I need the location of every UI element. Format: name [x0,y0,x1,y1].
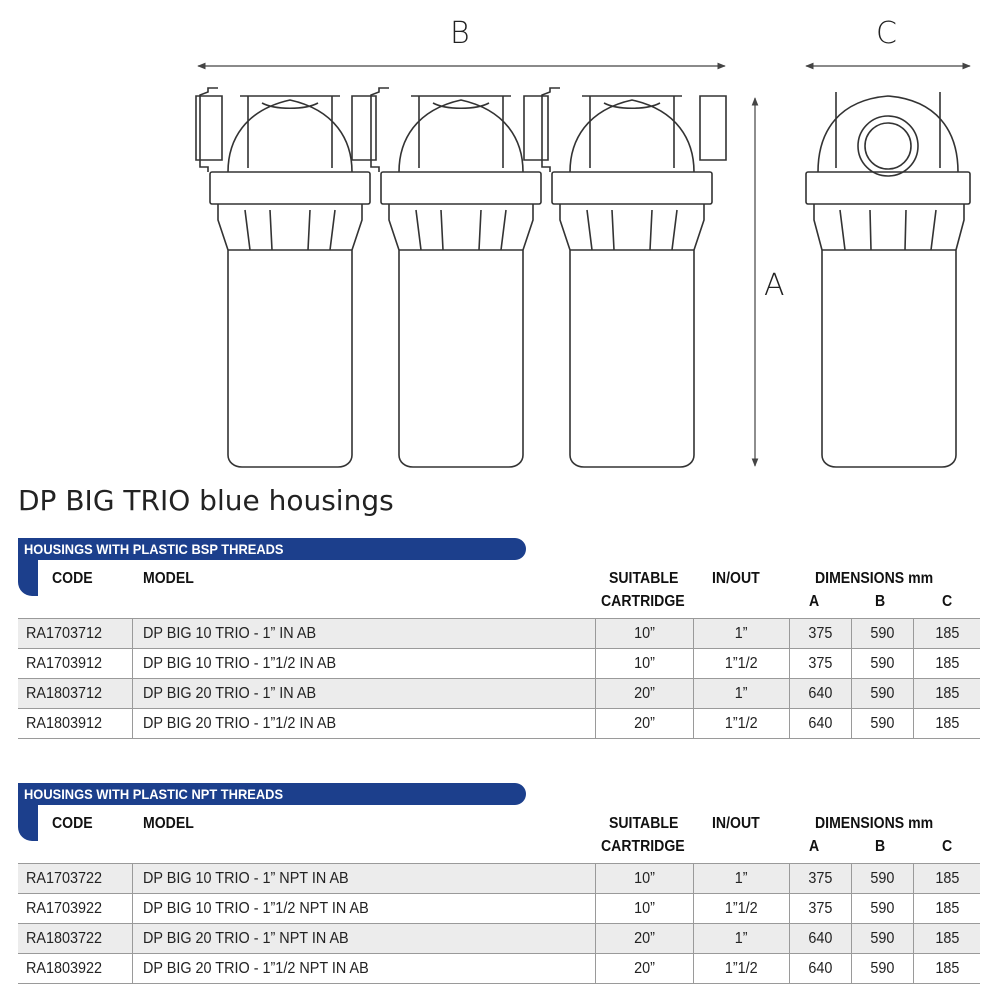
header-dim-c: C [942,593,953,610]
cell-text-inout: 1” [735,870,748,887]
cell-text-b: 590 [870,655,895,672]
cell-cartridge [596,709,694,738]
cell-text-code: RA1703912 [26,655,103,672]
banner-tab [18,560,38,596]
cell-text-inout: 1”1/2 [725,655,758,672]
cell-text-code: RA1803722 [26,930,103,947]
cell-text-c: 185 [934,870,960,887]
cell-text-code: RA1803712 [26,685,103,702]
cell-c [914,619,980,648]
dimension-label-a: A [764,268,785,303]
header-inout: IN/OUT [712,570,760,587]
cell-text-cartridge: 20” [634,685,655,702]
dimension-label-b: B [450,16,470,51]
cell-text-cartridge: 20” [634,930,655,947]
cell-text-cartridge: 10” [634,870,655,887]
cell-cartridge [596,619,694,648]
cell-code [18,619,133,648]
cell-text-a: 375 [808,655,833,672]
cell-code [18,894,133,923]
cell-c [914,954,980,983]
cell-model [133,679,596,708]
cell-code [18,954,133,983]
cell-a [790,924,852,953]
cell-text-c: 185 [934,625,960,642]
banner-tab [18,805,38,841]
table-body [18,618,980,739]
cell-cartridge [596,679,694,708]
cell-text-model: DP BIG 20 TRIO - 1”1/2 IN AB [143,715,337,732]
cell-text-model: DP BIG 20 TRIO - 1” IN AB [143,685,317,702]
cell-cartridge [596,864,694,893]
table-body [18,863,980,984]
cell-model [133,709,596,738]
table-row [18,679,980,709]
header-inout: IN/OUT [712,815,760,832]
dimension-label-c: C [876,16,897,51]
cell-text-a: 640 [808,715,833,732]
table-row [18,618,980,649]
cell-code [18,679,133,708]
cell-text-model: DP BIG 10 TRIO - 1” NPT IN AB [143,870,349,887]
header-dim-c: C [942,838,953,855]
cell-text-model: DP BIG 10 TRIO - 1”1/2 NPT IN AB [143,900,369,917]
cell-text-c: 185 [934,655,960,672]
table-row [18,709,980,739]
table-row [18,863,980,894]
header-dim-a: A [809,593,820,610]
cell-model [133,924,596,953]
cell-inout [694,894,790,923]
cell-text-cartridge: 20” [634,960,655,977]
cell-model [133,864,596,893]
cell-model [133,619,596,648]
cell-c [914,649,980,678]
cell-text-cartridge: 10” [634,900,655,917]
cell-b [852,894,914,923]
cell-c [914,924,980,953]
cell-inout [694,679,790,708]
header-dim-a: A [809,838,820,855]
cell-b [852,619,914,648]
cell-text-b: 590 [870,685,895,702]
header-dimensions: DIMENSIONS mm [815,570,934,587]
cell-c [914,709,980,738]
cell-text-inout: 1” [735,685,748,702]
cell-text-model: DP BIG 20 TRIO - 1”1/2 NPT IN AB [143,960,369,977]
cell-cartridge [596,954,694,983]
header-suitable: SUITABLE [609,570,679,587]
cell-text-c: 185 [934,685,960,702]
table-row [18,924,980,954]
cell-text-a: 640 [808,685,833,702]
cell-cartridge [596,649,694,678]
cell-code [18,709,133,738]
cell-code [18,924,133,953]
cell-cartridge [596,924,694,953]
cell-a [790,894,852,923]
cell-text-code: RA1703722 [26,870,103,887]
cell-c [914,679,980,708]
cell-a [790,954,852,983]
header-model: MODEL [143,570,194,587]
table-row [18,894,980,924]
cell-text-cartridge: 10” [634,655,655,672]
cell-b [852,864,914,893]
cell-text-model: DP BIG 10 TRIO - 1” IN AB [143,625,317,642]
cell-inout [694,864,790,893]
cell-text-a: 375 [808,870,833,887]
cell-text-c: 185 [934,900,960,917]
cell-inout [694,924,790,953]
cell-text-code: RA1703922 [26,900,103,917]
cell-text-b: 590 [870,900,895,917]
cell-text-b: 590 [870,960,895,977]
cell-b [852,649,914,678]
cell-text-b: 590 [870,930,895,947]
cell-model [133,894,596,923]
cell-code [18,864,133,893]
cell-text-a: 640 [808,930,833,947]
page-title: DP BIG TRIO blue housings [18,484,394,517]
section-title: HOUSINGS WITH PLASTIC NPT THREADS [24,786,284,802]
cell-inout [694,619,790,648]
header-code: CODE [52,570,93,587]
cell-a [790,619,852,648]
cell-cartridge [596,894,694,923]
section-title: HOUSINGS WITH PLASTIC BSP THREADS [24,541,284,557]
cell-b [852,954,914,983]
cell-text-a: 640 [808,960,833,977]
cell-text-c: 185 [934,930,960,947]
cell-text-inout: 1”1/2 [725,900,758,917]
cell-text-model: DP BIG 20 TRIO - 1” NPT IN AB [143,930,349,947]
header-dim-b: B [875,593,886,610]
cell-text-code: RA1803922 [26,960,103,977]
cell-a [790,864,852,893]
housing-drawing [0,0,1000,480]
cell-model [133,649,596,678]
cell-c [914,894,980,923]
cell-text-b: 590 [870,625,895,642]
table-row [18,954,980,984]
cell-text-code: RA1803912 [26,715,103,732]
cell-text-b: 590 [870,870,895,887]
cell-text-c: 185 [934,715,960,732]
cell-text-inout: 1” [735,625,748,642]
cell-b [852,679,914,708]
table-row [18,649,980,679]
cell-text-cartridge: 10” [634,625,655,642]
cell-text-c: 185 [934,960,960,977]
cell-model [133,954,596,983]
cell-text-a: 375 [808,900,833,917]
cell-text-code: RA1703712 [26,625,103,642]
cell-a [790,679,852,708]
cell-c [914,864,980,893]
cell-inout [694,954,790,983]
cell-text-model: DP BIG 10 TRIO - 1”1/2 IN AB [143,655,337,672]
cell-inout [694,649,790,678]
cell-text-b: 590 [870,715,895,732]
cell-b [852,924,914,953]
cell-text-a: 375 [808,625,833,642]
cell-inout [694,709,790,738]
header-model: MODEL [143,815,194,832]
cell-code [18,649,133,678]
cell-a [790,709,852,738]
header-cartridge: CARTRIDGE [601,838,685,855]
cell-b [852,709,914,738]
header-dimensions: DIMENSIONS mm [815,815,934,832]
cell-text-cartridge: 20” [634,715,655,732]
header-cartridge: CARTRIDGE [601,593,685,610]
cell-text-inout: 1”1/2 [725,715,758,732]
header-code: CODE [52,815,93,832]
cell-text-inout: 1” [735,930,748,947]
header-dim-b: B [875,838,886,855]
header-suitable: SUITABLE [609,815,679,832]
cell-a [790,649,852,678]
cell-text-inout: 1”1/2 [725,960,758,977]
